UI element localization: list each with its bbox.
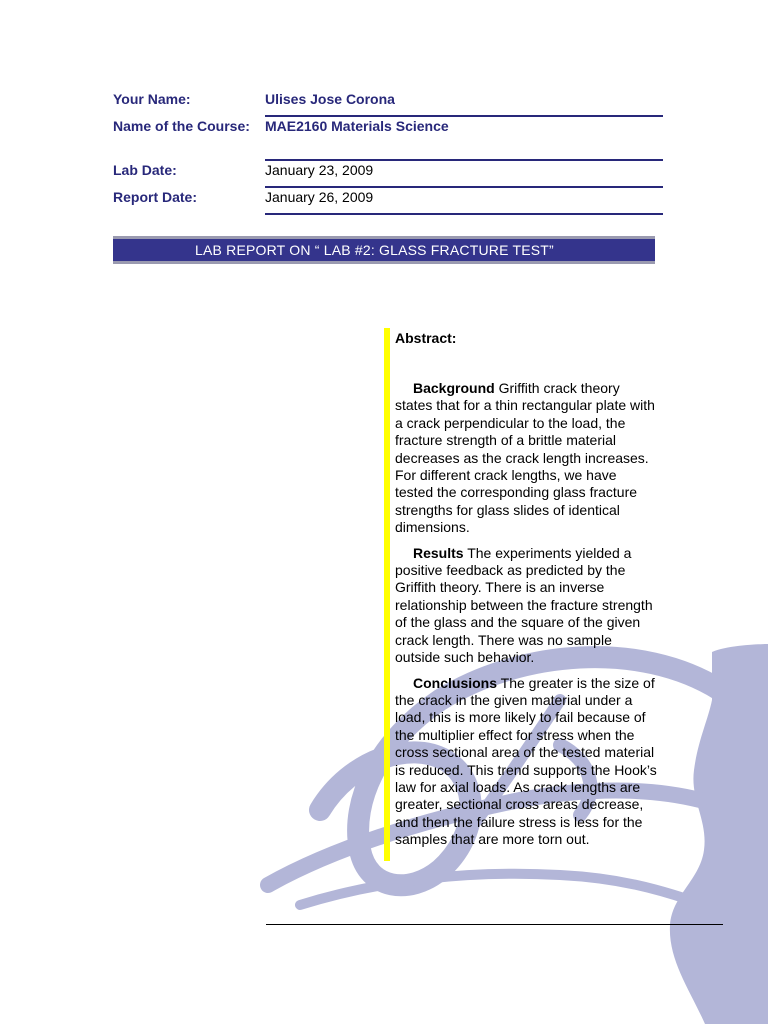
conclusions-text: The greater is the size of the crack in the given material under a load, this is more likely to fail because of the multiplier effect for stress when the cross sectional area of the tested material is reduced. This trend supports the Hook’s law for axial loads. As crack lengths are greater, sectional cross areas decrease, and then the failure stress is less for the samples that are more torn out. [395, 674, 657, 848]
course-label: Name of the Course: [113, 118, 250, 134]
report-date-row [113, 188, 663, 215]
bottom-divider [266, 924, 723, 925]
conclusions-paragraph [395, 675, 657, 849]
highlight-bar [384, 328, 390, 861]
report-date-label: Report Date: [113, 189, 198, 205]
abstract-section [395, 330, 657, 857]
background-lead: Background [413, 380, 495, 396]
background-paragraph [395, 380, 657, 537]
results-text: The experiments yielded a positive feedback as predicted by the Griffith theory. There is an inverse relationship between the fracture strength of the glass and the square of the given crack length. There was no sample outside such behavior. [395, 544, 653, 666]
lab-date-row [113, 161, 663, 188]
report-title: LAB REPORT ON “ LAB #2: GLASS FRACTURE TEST” [195, 242, 554, 258]
background-text: Griffith crack theory states that for a thin rectangular plate with a crack perpendicular to the load, the fracture strength of a brittle material decreases as the crack length increases. For different crack lengths, we have tested the corresponding glass fracture strengths for glass slides of identical dimensions. [395, 380, 655, 536]
lab-date-value: January 23, 2009 [265, 162, 663, 188]
name-value: Ulises Jose Corona [265, 91, 663, 117]
abstract-title: Abstract: [395, 330, 457, 346]
conclusions-lead: Conclusions [413, 674, 498, 691]
report-header [113, 90, 663, 215]
name-label: Your Name: [113, 91, 191, 107]
name-row [113, 90, 663, 117]
course-row [113, 117, 663, 161]
results-lead: Results [413, 544, 464, 561]
lab-date-label: Lab Date: [113, 162, 177, 178]
course-value: MAE2160 Materials Science [265, 118, 663, 161]
report-title-banner [113, 236, 655, 264]
results-paragraph [395, 545, 657, 667]
report-date-value: January 26, 2009 [265, 189, 663, 215]
